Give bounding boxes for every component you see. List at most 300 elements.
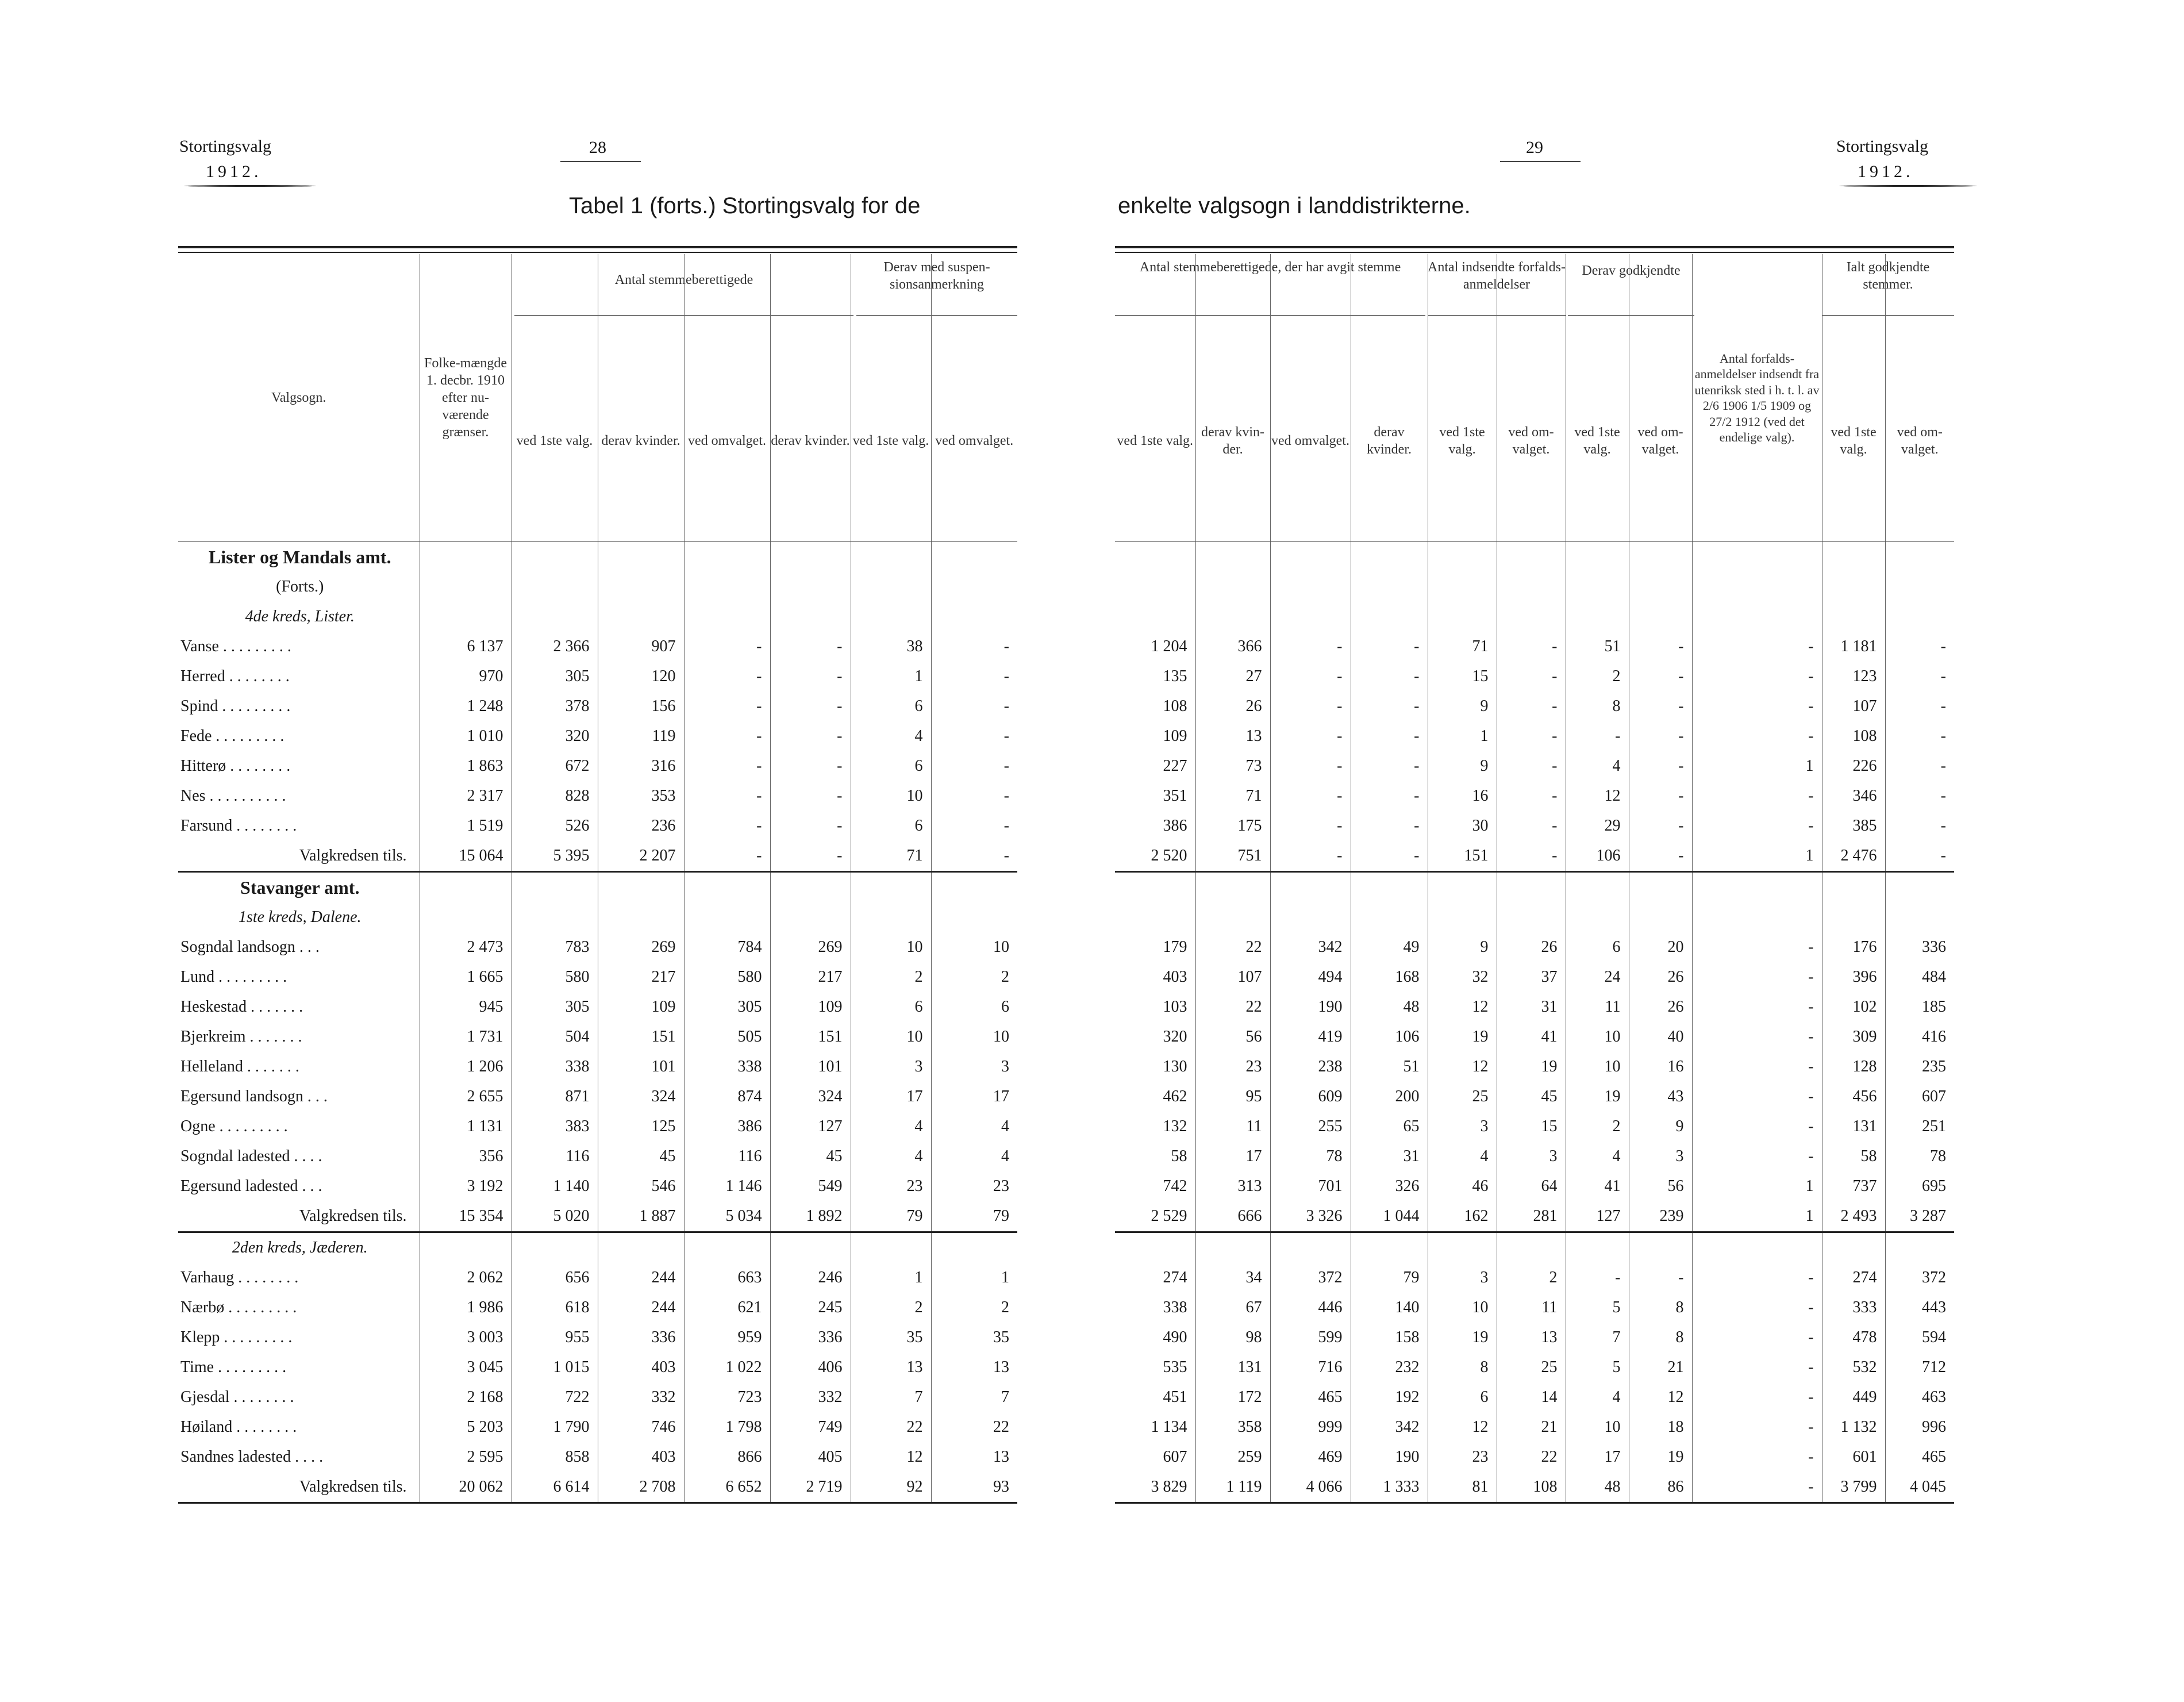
table-row [1115, 1142, 1954, 1171]
data-cell: 106 [1566, 841, 1629, 872]
data-cell: 1 248 [420, 691, 512, 721]
data-cell [1428, 602, 1497, 632]
data-cell: 179 [1115, 932, 1195, 962]
data-cell: 353 [598, 781, 684, 811]
data-cell: 9 [1428, 751, 1497, 781]
data-cell: 217 [770, 962, 851, 992]
data-cell: - [1270, 632, 1351, 662]
data-cell: 2 [851, 962, 931, 992]
data-cell: 3 [851, 1052, 931, 1082]
data-cell: 130 [1115, 1052, 1195, 1082]
data-cell: - [1629, 691, 1692, 721]
data-cell: 125 [598, 1112, 684, 1142]
data-cell: 722 [512, 1382, 598, 1412]
row-label: Nærbø . . . . . . . . . [178, 1293, 420, 1323]
table-row [1115, 1323, 1954, 1353]
data-cell: 356 [420, 1142, 512, 1171]
header-col: ved omvalget. [1270, 254, 1351, 542]
data-cell: 10 [1566, 1052, 1629, 1082]
table-row [1115, 751, 1954, 781]
data-cell: 22 [1195, 992, 1270, 1022]
data-cell: 2 [1566, 662, 1629, 691]
data-cell: - [1629, 721, 1692, 751]
header-col: derav kvinder. [1351, 254, 1428, 542]
data-cell: 372 [1270, 1263, 1351, 1293]
data-cell [1351, 602, 1428, 632]
data-cell: 333 [1822, 1293, 1885, 1323]
data-cell: - [1497, 751, 1566, 781]
data-cell: 255 [1270, 1112, 1351, 1142]
data-cell: 274 [1822, 1263, 1885, 1293]
header-col: derav kvinder. [598, 254, 684, 542]
data-cell: - [770, 781, 851, 811]
data-cell: - [1497, 662, 1566, 691]
data-cell [1692, 902, 1822, 932]
data-cell: 151 [770, 1022, 851, 1052]
data-cell: 484 [1922, 968, 1946, 986]
data-cell: 858 [512, 1442, 598, 1472]
data-cell: 34 [1195, 1263, 1270, 1293]
data-cell: - [1497, 841, 1566, 872]
data-cell: 15 [1428, 662, 1497, 691]
data-cell: 106 [1351, 1022, 1428, 1052]
data-cell: 17 [851, 1082, 931, 1112]
data-cell [1428, 572, 1497, 602]
data-cell: 2 595 [420, 1442, 512, 1472]
data-cell: 259 [1195, 1442, 1270, 1472]
data-cell [420, 1232, 512, 1263]
data-cell: - [1497, 811, 1566, 841]
data-cell: 71 [1195, 781, 1270, 811]
data-cell [931, 1232, 1017, 1263]
data-cell: - [1692, 1353, 1822, 1382]
data-cell: 32 [1428, 962, 1497, 992]
data-cell: 784 [684, 932, 770, 962]
data-cell: 244 [598, 1293, 684, 1323]
data-cell: 81 [1428, 1472, 1497, 1503]
table-row [178, 1353, 1017, 1382]
data-cell [1629, 1232, 1692, 1263]
row-label: 1ste kreds, Dalene. [178, 902, 420, 932]
data-cell: 108 [1497, 1472, 1566, 1503]
data-cell [1351, 902, 1428, 932]
data-cell: 332 [770, 1382, 851, 1412]
data-cell: - [1692, 1112, 1822, 1142]
data-cell: 18 [1629, 1412, 1692, 1442]
data-cell: 127 [1566, 1201, 1629, 1232]
table-row [178, 662, 1017, 691]
data-cell [770, 572, 851, 602]
data-cell: - [1003, 727, 1009, 745]
data-cell: 127 [770, 1112, 851, 1142]
left-table-top-rule [178, 246, 1017, 248]
data-cell: 5 020 [512, 1201, 598, 1232]
data-cell: 35 [993, 1328, 1009, 1346]
right-group-avgit: Antal stemmeberettigede, der har avgit stemme [1139, 260, 1401, 275]
data-cell: - [1003, 787, 1009, 805]
data-cell [1566, 602, 1629, 632]
data-cell: 320 [512, 721, 598, 751]
data-cell: 419 [1270, 1022, 1351, 1052]
data-cell: 19 [1497, 1052, 1566, 1082]
data-cell: 358 [1195, 1412, 1270, 1442]
data-cell: 16 [1629, 1052, 1692, 1082]
data-cell: 1 132 [1822, 1412, 1885, 1442]
data-cell [1566, 902, 1629, 932]
data-cell: 15 354 [420, 1201, 512, 1232]
row-label: Spind . . . . . . . . . [178, 691, 420, 721]
data-cell: 351 [1115, 781, 1195, 811]
data-cell: 3 [1001, 1058, 1009, 1075]
left-group-suspension: Derav med suspen-sionsanmerkning [883, 260, 990, 292]
data-cell [1497, 902, 1566, 932]
data-cell: 246 [770, 1263, 851, 1293]
table-row [1115, 1293, 1954, 1323]
data-cell: 372 [1922, 1269, 1946, 1286]
data-cell: 269 [770, 932, 851, 962]
data-cell: 38 [851, 632, 931, 662]
data-cell: 116 [512, 1142, 598, 1171]
data-cell: 102 [1822, 992, 1885, 1022]
data-cell: 478 [1822, 1323, 1885, 1353]
data-cell: 13 [993, 1358, 1009, 1376]
data-cell: 607 [1115, 1442, 1195, 1472]
data-cell [931, 602, 1017, 632]
data-cell: 120 [598, 662, 684, 691]
data-cell: 11 [1566, 992, 1629, 1022]
data-cell: 162 [1428, 1201, 1497, 1232]
row-label: Høiland . . . . . . . . [178, 1412, 420, 1442]
data-cell: 4 [1566, 1382, 1629, 1412]
row-label: Valgkredsen tils. [178, 841, 420, 872]
data-cell: - [1940, 697, 1946, 715]
data-cell: 9 [1428, 932, 1497, 962]
data-cell: 378 [512, 691, 598, 721]
data-cell: 45 [598, 1142, 684, 1171]
subtotal-row [1115, 841, 1954, 872]
data-cell: 463 [1922, 1388, 1946, 1406]
data-cell: 131 [1195, 1353, 1270, 1382]
data-cell: 6 652 [684, 1472, 770, 1503]
data-cell: 132 [1115, 1112, 1195, 1142]
data-cell [931, 572, 1017, 602]
row-label: Valgkredsen tils. [178, 1472, 420, 1503]
data-cell [1566, 572, 1629, 602]
data-cell: - [1270, 811, 1351, 841]
data-cell: 1 [1692, 751, 1822, 781]
data-cell: 2 317 [420, 781, 512, 811]
section-heading-row [178, 872, 1017, 903]
subtotal-row [1115, 1201, 1954, 1232]
data-cell: - [1692, 992, 1822, 1022]
data-cell: - [770, 662, 851, 691]
data-cell: 98 [1195, 1323, 1270, 1353]
data-cell: - [770, 841, 851, 872]
data-cell: 227 [1115, 751, 1195, 781]
data-cell [770, 902, 851, 932]
data-cell: 549 [770, 1171, 851, 1201]
data-cell: 235 [1922, 1058, 1946, 1075]
data-cell: 621 [684, 1293, 770, 1323]
data-cell: 313 [1195, 1171, 1270, 1201]
row-label: Herred . . . . . . . . [178, 662, 420, 691]
data-cell: 490 [1115, 1323, 1195, 1353]
data-cell: 10 [851, 932, 931, 962]
data-cell: 21 [1497, 1412, 1566, 1442]
data-cell: 1 519 [420, 811, 512, 841]
row-label: (Forts.) [178, 572, 420, 602]
data-cell: 19 [1629, 1442, 1692, 1472]
data-cell: 67 [1195, 1293, 1270, 1323]
data-cell [1885, 902, 1954, 932]
data-cell: 11 [1497, 1293, 1566, 1323]
data-cell: 8 [1629, 1323, 1692, 1353]
data-cell: 1 204 [1115, 632, 1195, 662]
data-cell [1566, 542, 1629, 573]
data-cell: 190 [1351, 1442, 1428, 1472]
data-cell: 716 [1270, 1353, 1351, 1382]
data-cell: - [770, 751, 851, 781]
data-cell [1885, 542, 1954, 573]
row-label: Egersund ladested . . . [178, 1171, 420, 1201]
data-cell: - [1270, 662, 1351, 691]
data-cell: 107 [1195, 962, 1270, 992]
data-cell: 6 [1566, 932, 1629, 962]
right-running-year: 1912. [1858, 162, 1914, 181]
data-cell: 1 731 [420, 1022, 512, 1052]
data-cell: - [770, 691, 851, 721]
data-cell: 2 [1566, 1112, 1629, 1142]
data-cell: 1 119 [1195, 1472, 1270, 1503]
data-cell: 504 [512, 1022, 598, 1052]
data-cell: - [1940, 817, 1946, 835]
data-cell: 185 [1922, 998, 1946, 1016]
data-cell [1692, 542, 1822, 573]
table-row [178, 1323, 1017, 1353]
data-cell: 25 [1428, 1082, 1497, 1112]
data-cell: 656 [512, 1263, 598, 1293]
row-label: Helleland . . . . . . . [178, 1052, 420, 1082]
table-row [1115, 1171, 1954, 1201]
data-cell: - [1566, 721, 1629, 751]
header-col: ved omvalget. [684, 254, 770, 542]
data-cell: 71 [1428, 632, 1497, 662]
data-cell: 1 665 [420, 962, 512, 992]
data-cell: 465 [1922, 1448, 1946, 1466]
data-cell: 49 [1351, 932, 1428, 962]
data-cell: 449 [1822, 1382, 1885, 1412]
data-cell: 5 395 [512, 841, 598, 872]
right-page-title: enkelte valgsogn i landdistrikterne. [1118, 193, 1471, 218]
right-page-number: 29 [1526, 138, 1543, 157]
data-cell: - [1629, 841, 1692, 872]
data-cell: 1 790 [512, 1412, 598, 1442]
data-cell: 10 [1566, 1412, 1629, 1442]
header-col: derav kvinder. [770, 254, 851, 542]
data-cell: 1 333 [1351, 1472, 1428, 1503]
data-cell: 970 [420, 662, 512, 691]
data-cell: - [684, 841, 770, 872]
data-cell: 17 [993, 1088, 1009, 1105]
data-cell: - [1940, 667, 1946, 685]
data-cell: 701 [1270, 1171, 1351, 1201]
data-cell: 663 [684, 1263, 770, 1293]
data-cell: 346 [1822, 781, 1885, 811]
data-cell: 109 [770, 992, 851, 1022]
data-cell: 73 [1195, 751, 1270, 781]
data-cell: - [1351, 751, 1428, 781]
data-cell: 26 [1195, 691, 1270, 721]
data-cell: 123 [1822, 662, 1885, 691]
header-col: ved om-valget. [1629, 254, 1692, 542]
data-cell: 996 [1922, 1418, 1946, 1436]
data-cell: 4 066 [1270, 1472, 1351, 1503]
row-label: Stavanger amt. [178, 872, 420, 903]
data-cell: - [1003, 757, 1009, 775]
data-cell [1195, 602, 1270, 632]
data-cell [512, 542, 598, 573]
data-cell [420, 902, 512, 932]
data-cell: 1 892 [770, 1201, 851, 1232]
data-cell: 12 [1428, 1052, 1497, 1082]
data-cell: 6 137 [420, 632, 512, 662]
data-cell: 269 [598, 932, 684, 962]
data-cell: 1 181 [1822, 632, 1885, 662]
data-cell [1692, 872, 1822, 903]
data-cell: 12 [1566, 781, 1629, 811]
data-cell: 48 [1566, 1472, 1629, 1503]
row-label: Varhaug . . . . . . . . [178, 1263, 420, 1293]
data-cell: - [1692, 721, 1822, 751]
data-cell: - [1692, 1263, 1822, 1293]
data-cell: 7 [1001, 1388, 1009, 1406]
data-cell: 2 655 [420, 1082, 512, 1112]
data-cell: 23 [851, 1171, 931, 1201]
data-cell: 1 [1428, 721, 1497, 751]
data-cell: 31 [1351, 1142, 1428, 1171]
data-cell: - [1629, 1263, 1692, 1293]
data-cell [1351, 872, 1428, 903]
data-cell: 20 062 [420, 1472, 512, 1503]
data-cell: 2 [1001, 968, 1009, 986]
data-cell: 1 010 [420, 721, 512, 751]
data-cell: 336 [770, 1323, 851, 1353]
data-cell: 2 366 [512, 632, 598, 662]
subtotal-row [1115, 1472, 1954, 1503]
data-cell: 1 [851, 662, 931, 691]
data-cell: - [1940, 727, 1946, 745]
data-cell: - [1692, 1293, 1822, 1323]
data-cell: 22 [1497, 1442, 1566, 1472]
data-cell: 26 [1497, 932, 1566, 962]
table-row [1115, 1082, 1954, 1112]
data-cell: 456 [1822, 1082, 1885, 1112]
data-cell: 4 [851, 1142, 931, 1171]
data-cell: 23 [1195, 1052, 1270, 1082]
data-cell [420, 602, 512, 632]
data-cell: 672 [512, 751, 598, 781]
section-heading-row [178, 572, 1017, 602]
data-cell: - [684, 691, 770, 721]
data-cell [1885, 572, 1954, 602]
data-cell: 6 [851, 811, 931, 841]
data-cell: - [1003, 817, 1009, 835]
data-cell: 4 [1428, 1142, 1497, 1171]
row-label: Gjesdal . . . . . . . . [178, 1382, 420, 1412]
data-cell: 462 [1115, 1082, 1195, 1112]
data-cell: - [1270, 781, 1351, 811]
data-cell: 109 [1115, 721, 1195, 751]
data-cell: 366 [1195, 632, 1270, 662]
data-cell: 580 [684, 962, 770, 992]
data-cell: - [1497, 781, 1566, 811]
data-cell [1428, 872, 1497, 903]
row-label: Klepp . . . . . . . . . [178, 1323, 420, 1353]
data-cell: - [1497, 632, 1566, 662]
data-cell: - [1351, 632, 1428, 662]
data-cell [1115, 1232, 1195, 1263]
data-cell: 10 [993, 938, 1009, 956]
table-row [1115, 1382, 1954, 1412]
data-cell: 14 [1497, 1382, 1566, 1412]
data-cell [851, 902, 931, 932]
table-row [178, 781, 1017, 811]
data-cell: 1 022 [684, 1353, 770, 1382]
data-cell: - [1351, 841, 1428, 872]
data-cell [1566, 1232, 1629, 1263]
data-cell: 156 [598, 691, 684, 721]
data-cell: 79 [1351, 1263, 1428, 1293]
table-row [1115, 1263, 1954, 1293]
data-cell [1428, 1232, 1497, 1263]
data-cell [598, 602, 684, 632]
data-cell: 26 [1629, 992, 1692, 1022]
data-cell: 1 [1692, 1171, 1822, 1201]
table-row [1115, 1412, 1954, 1442]
data-cell: 37 [1497, 962, 1566, 992]
row-label: 2den kreds, Jæderen. [178, 1232, 420, 1263]
data-cell: 48 [1351, 992, 1428, 1022]
row-label: Heskestad . . . . . . . [178, 992, 420, 1022]
data-cell: 666 [1195, 1201, 1270, 1232]
data-cell: 3 [1629, 1142, 1692, 1171]
data-cell: 51 [1566, 632, 1629, 662]
data-cell: 135 [1115, 662, 1195, 691]
data-cell: 742 [1115, 1171, 1195, 1201]
data-cell [1270, 542, 1351, 573]
row-label: Fede . . . . . . . . . [178, 721, 420, 751]
data-cell: - [1692, 811, 1822, 841]
data-cell: 2 719 [770, 1472, 851, 1503]
data-cell [598, 572, 684, 602]
data-cell [851, 572, 931, 602]
data-cell: 19 [1428, 1323, 1497, 1353]
header-col: derav kvin-der. [1195, 254, 1270, 542]
data-cell: 2 [1497, 1263, 1566, 1293]
data-cell: 119 [598, 721, 684, 751]
data-cell: - [1497, 721, 1566, 751]
data-cell: 3 192 [420, 1171, 512, 1201]
data-cell [1270, 902, 1351, 932]
data-cell: 305 [684, 992, 770, 1022]
left-page-number-rule [560, 161, 641, 162]
data-cell: 7 [1566, 1323, 1629, 1353]
data-cell: 172 [1195, 1382, 1270, 1412]
data-cell: - [1692, 932, 1822, 962]
data-cell [1885, 602, 1954, 632]
data-cell: - [1351, 691, 1428, 721]
data-cell: 2 476 [1822, 841, 1885, 872]
